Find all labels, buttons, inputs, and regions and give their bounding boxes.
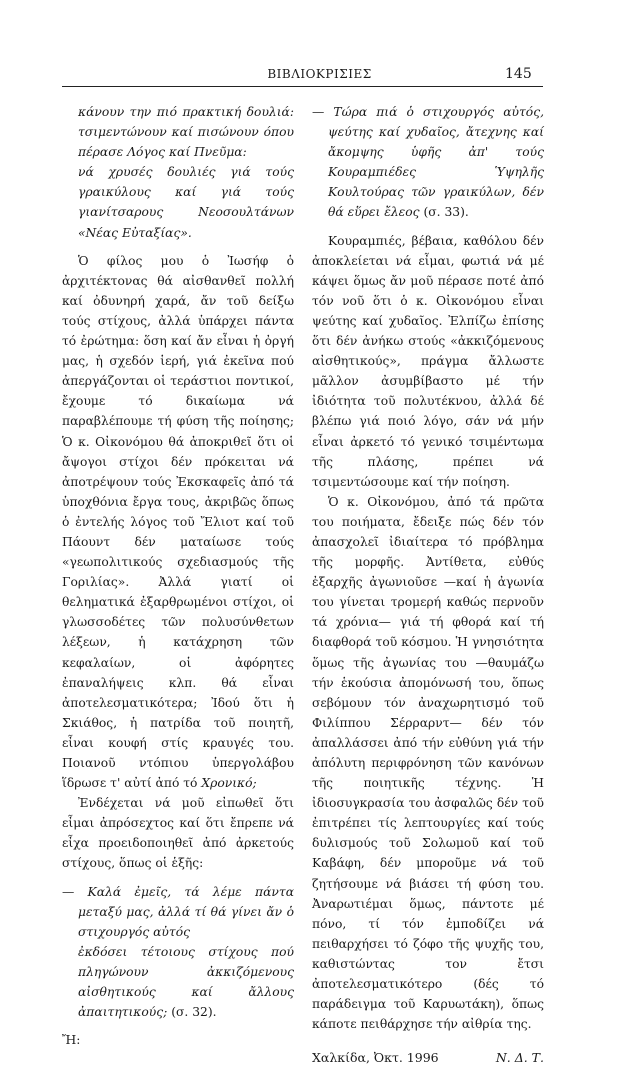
signature-initials: Ν. Δ. Τ. <box>495 1050 544 1066</box>
quote-intro: Ἤ: <box>62 1033 81 1048</box>
quote-block: νά χρυσές δουλιές γιά τούς γραικύλους καί γιά τούς γιανίτσαρους Νεοσουλτάνων «Νέας Εὐταξίας». <box>78 165 294 240</box>
left-column <box>62 102 294 1050</box>
body-paragraph: Ἐνδέχεται νά μοῦ εἰπωθεῖ ὅτι εἶμαι ἀπρόσεχτος καί ὅτι ἔπρεπε νά εἶχα προειδοποιηθεῖ ἀπό ἀρκετούς στίχους, ὅπως οἱ ἑξῆς: <box>62 796 294 871</box>
quote-block: — Καλά ἐμεῖς, τά λέμε πάντα μεταξύ μας, ἀλλά τί θά γίνει ἄν ὁ στιχουργός αὐτός <box>62 884 294 939</box>
quote-text: ἐκδόσει τέτοιους στίχους πού πληγώνουν ἀκκιζόμενους αἰσθητικούς καί ἄλλους ἀπαιτητικούς; <box>78 944 294 1020</box>
header-rule <box>62 86 543 87</box>
signature-line <box>312 1048 544 1068</box>
right-column <box>312 102 544 1068</box>
page-number: 145 <box>505 66 532 82</box>
quote-block <box>62 942 294 1022</box>
body-paragraph: Κουραμπιές, βέβαια, καθόλου δέν ἀποκλείεται νά εἶμαι, φωτιά νά μέ κάψει ὅμως ἄν μοῦ πέρασε ποτέ ἀπό τόν νοῦ ὅτι ὁ κ. Οἰκονόμου εἶναι ψεύτης καί χυδαῖος. Ἐλπίζω ἐπίσης ὅτι δέν ἀνήκω στούς «ἀκκιζόμενους αἰσθητικούς», πράγμα ἄλλωστε μᾶλλον ἀσυμβίβαστο μέ τήν ἰδιότητα τοῦ πολυτέκνου, ἀλλά δέ βλέπω γιά ποιό λόγο, σάν νά μήν εἶναι ἀρκετό τό γενικό τσιμέντωμα τῆς πλάσης, πρέπει νά τσιμεντώσουμε καί τήν ποίηση. <box>312 233 544 489</box>
book-title: Χρονικό; <box>201 776 257 791</box>
body-paragraph <box>62 251 294 794</box>
quote-block: κάνουν την πιό πρακτική δουλιά: τσιμεντώνουν καί πισώνουν όπου πέρασε Λόγος καί Πνεῦμα: <box>78 105 294 160</box>
quote-text: — Τώρα πιά ὁ στιχουργός αὐτός, ψεύτης καί χυδαῖος, ἄτεχνης καί ἄκομψης ὑφῆς ἀπ' τούς Κουραμπιέδες Ὑψηλῆς Κουλτούρας τῶν γραικύλων, δέν θά εὕρει ἔλεος <box>312 105 544 220</box>
paragraph-text: Ὁ φίλος μου ὁ Ἰωσήφ ὁ ἀρχιτέκτονας θά αἰσθανθεῖ πολλή καί ὀδυνηρή χαρά, ἄν τοῦ δείξω τούς στίχους, ἀλλά ὑπάρχει πάντα τό ἐρώτημα: ὅση καί ἄν εἶναι ἡ ὀργή μας, ἡ σχεδόν ἱερή, γιά ἐκεῖνα πού ἀπεργάζονται οἱ τεράστιοι ποντικοί, ἔχουμε τό δικαίωμα νά παραβλέπουμε τή φύση τῆς ποίησης; Ὁ κ. Οἰκονόμου θά ἀποκριθεῖ ὅτι οἱ ἄψογοι στίχοι δέν πρόκειται νά ἀποτρέψουν τούς Ἐκσκαφεῖς ἀπό τά ὑποχθόνια ἔργα τους, ἀκριβῶς ὅπως ὁ ἐντελής λόγος τοῦ Ἔλιοτ καί τοῦ Πάουντ δέν ματαίωσε τούς «γεωπολιτικούς σχεδιασμούς τῆς Γοριλίας». Ἀλλά γιατί οἱ θεληματικά ἐξαρθρωμένοι στίχοι, οἱ γλωσσοδέτες τῶν πολυσύνθετων λέξεων, ἡ κατάχρηση τῶν κεφαλαίων, οἱ ἀφόρητες ἐπαναλήψεις κλπ. θά εἶναι ἀποτελεσματικότερα; Ἰδού ὅτι ἡ Σκιάθος, ἡ πατρίδα τοῦ ποιητῆ, εἶναι κουφή στίς κραυγές του. Ποιανοῦ ντόπιου ὑπεργολάβου ἵδρωσε τ' αὐτί ἀπό τό <box>62 253 294 791</box>
body-paragraph: Ὁ κ. Οἰκονόμου, ἀπό τά πρῶτα του ποιήματα, ἔδειξε πώς δέν τόν ἀπασχολεῖ ἰδιαίτερα τό πρόβλημα τῆς μορφῆς. Ἀντίθετα, εὐθύς ἐξαρχῆς ἀγωνιοῦσε —καί ἡ ἀγωνία του γίνεται τρομερή καθώς περνοῦν τά χρόνια— γιά τή φθορά καί τή διαφθορά τοῦ κόσμου. Ἡ γνησιότητα ὅμως τῆς ἀγωνίας του —θαυμάζω τήν ἑκούσια ἀπομόνωσή του, ὅπως σεβόμουν τόν ἀναχωρητισμό τοῦ Φιλίππου Σέρραρντ— δέν τόν ἀπαλλάσσει ἀπό τήν εὐθύνη γιά τήν ἀπόλυτη περιφρόνηση τῶν κανόνων τῆς ποιητικῆς τέχνης. Ἡ ἰδιοσυγκρασία του ἀσφαλῶς δέν τοῦ ἐπιτρέπει τίς λεπτουργίες καί τούς δυλισμούς τοῦ Σολωμοῦ καί τοῦ Καβάφη, δέν μποροῦμε νά τοῦ ζητήσουμε νά βιάσει τή φύση του. Ἀναρωτιέμαι ὅμως, πάντοτε μέ πόνο, τί τόν ἐμποδίζει νά πειθαρχήσει τό ζόφο τῆς ψυχῆς του, καθιστώντας τον ἔτσι ἀποτελεσματικότερο (δές τό παράδειγμα τοῦ Καρυωτάκη), ὅπως κάποτε πειθάρχησε τήν αἰθρία της. <box>312 494 544 1032</box>
citation: (σ. 33). <box>419 205 469 220</box>
quote-block <box>312 102 544 223</box>
signature-place-date: Χαλκίδα, Ὀκτ. 1996 <box>312 1050 439 1066</box>
running-header: ΒΙΒΛΙΟΚΡΙΣΙΕΣ <box>267 67 372 81</box>
citation: (σ. 32). <box>167 1005 217 1020</box>
